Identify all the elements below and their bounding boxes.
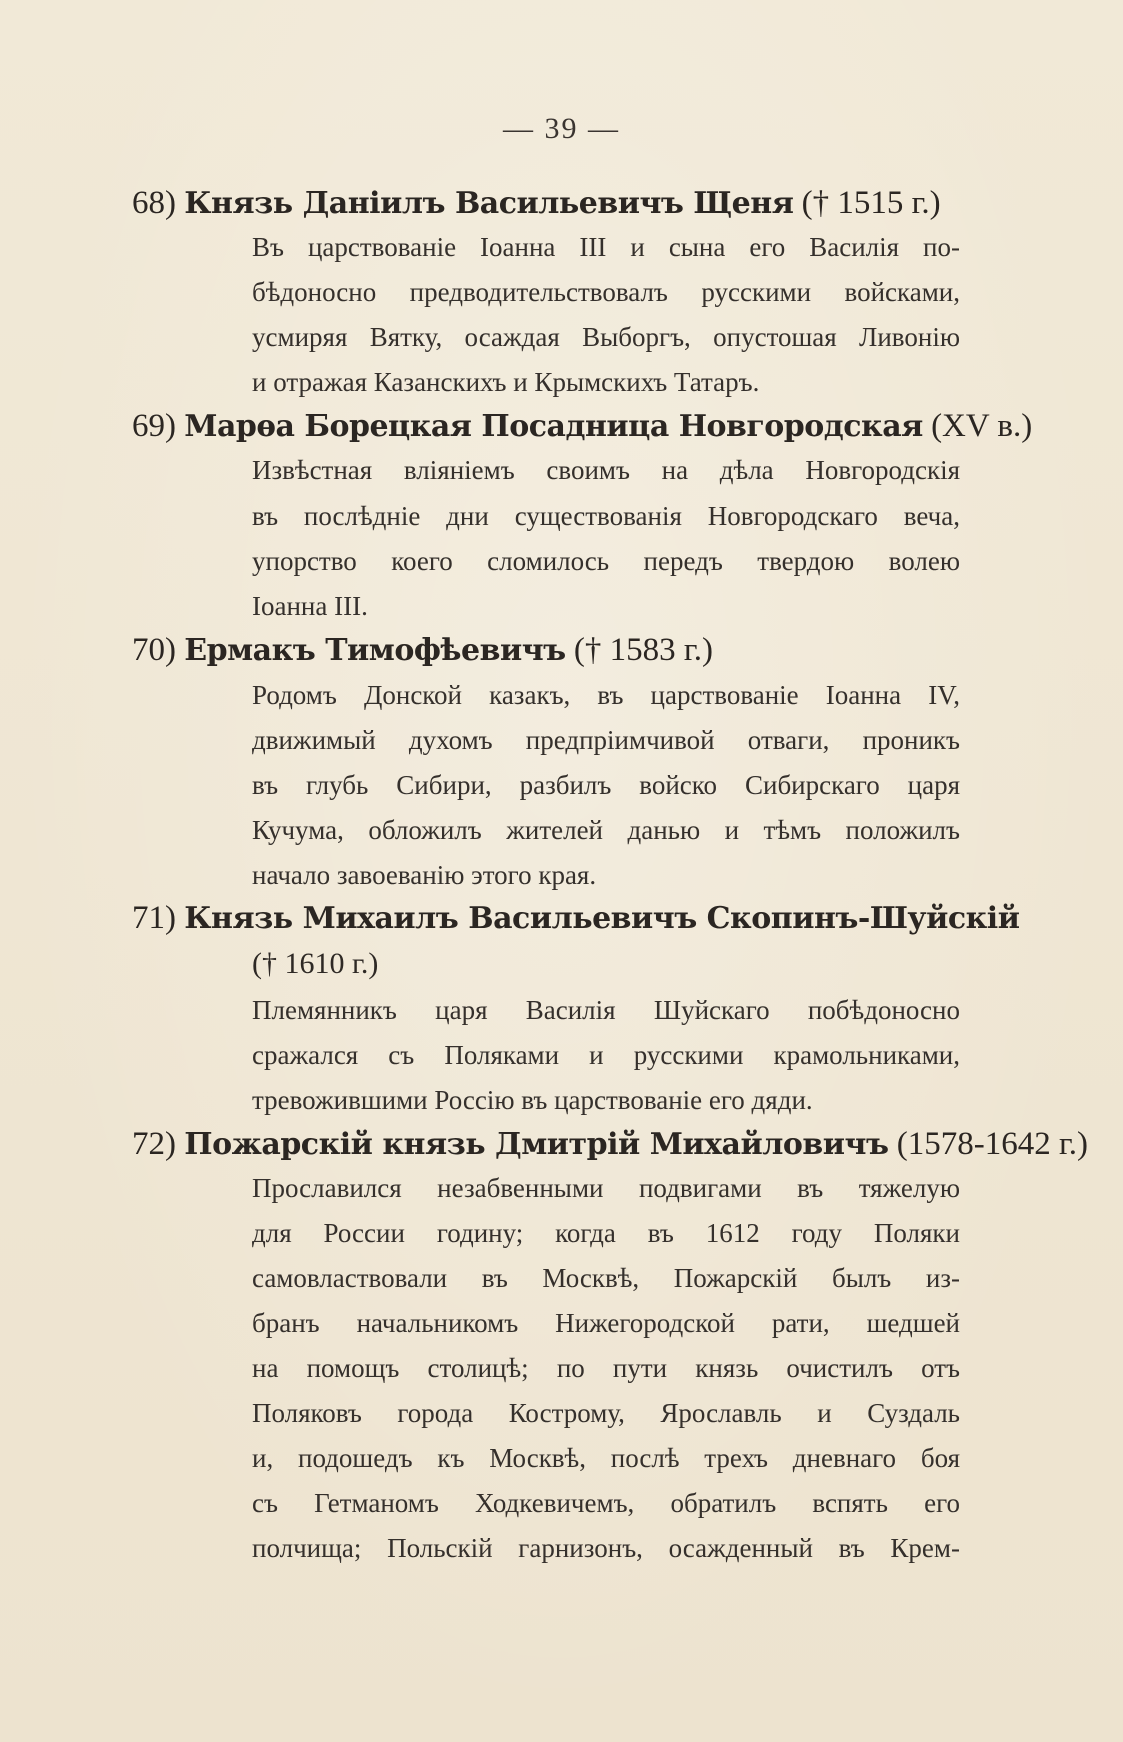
entry-text-line: сражался съ Поляками и русскими крамольниками, (252, 1040, 960, 1070)
entry-heading-68 (132, 183, 941, 224)
entry-number: 72) (132, 1126, 176, 1162)
entry-heading-69 (132, 406, 1032, 447)
entry-name: Марѳа Борецкая Посадница Новгородская (184, 409, 923, 444)
entry-heading-72 (132, 1124, 1088, 1165)
entry-text-line: Племянникъ царя Василія Шуйскаго побѣдоносно (252, 995, 960, 1025)
entry-number: 71) (132, 900, 176, 936)
entry-number: 69) (132, 408, 176, 444)
page-number: — 39 — (503, 112, 620, 145)
entry-text-line: въ послѣдніе дни существованія Новгородскаго веча, (252, 501, 960, 531)
entry-text-line: Извѣстная вліяніемъ своимъ на дѣла Новгородскія (252, 455, 960, 485)
entry-text-line: упорство коего сломилось передъ твердою волею (252, 546, 960, 576)
entry-text-line: и отражая Казанскихъ и Крымскихъ Татаръ. (252, 367, 760, 397)
entry-text-line: съ Гетманомъ Ходкевичемъ, обратилъ вспять его (252, 1488, 960, 1518)
entry-text-line: Кучума, обложилъ жителей данью и тѣмъ положилъ (252, 815, 960, 845)
entry-text-line: Поляковъ города Кострому, Ярославль и Суздаль (252, 1398, 960, 1428)
entry-text-line: въ глубь Сибири, разбилъ войско Сибирскаго царя (252, 770, 960, 800)
entry-date: (XV в.) (931, 408, 1033, 444)
entry-text-line: Въ царствованіе Іоанна III и сына его Василія по- (252, 232, 960, 262)
entry-number: 70) (132, 632, 176, 668)
entry-date: († 1583 г.) (573, 632, 713, 668)
entry-text-line: самовластвовали въ Москвѣ, Пожарскій былъ из- (252, 1263, 960, 1293)
entry-text-line: Прославился незабвенными подвигами въ тяжелую (252, 1173, 960, 1203)
entry-text-line: усмиряя Вятку, осаждая Выборгъ, опустошая Ливонію (252, 322, 960, 352)
entry-text-line: и, подошедъ къ Москвѣ, послѣ трехъ дневнаго боя (252, 1443, 960, 1473)
entry-text-line: бѣдоносно предводительствовалъ русскими войсками, (252, 277, 960, 307)
entry-name: Князь Даніилъ Васильевичъ Щеня (184, 186, 794, 221)
entry-name: Князь Михаилъ Васильевичъ Скопинъ-Шуйскій (184, 901, 1020, 936)
entry-date: (1578-1642 г.) (896, 1126, 1088, 1162)
entry-text-line: для России годину; когда въ 1612 году Поляки (252, 1218, 960, 1248)
entry-date: († 1515 г.) (801, 185, 941, 221)
entry-heading-70 (132, 630, 713, 671)
entry-number: 68) (132, 185, 176, 221)
entry-text-line: тревожившими Россію въ царствованіе его дяди. (252, 1085, 813, 1115)
entry-name: Пожарскій князь Дмитрій Михайловичъ (184, 1127, 889, 1162)
entry-text-line: Родомъ Донской казакъ, въ царствованіе Іоанна IV, (252, 680, 960, 710)
entry-date: († 1610 г.) (252, 947, 379, 980)
entry-text-line: бранъ начальникомъ Нижегородской рати, шедшей (252, 1308, 960, 1338)
entry-text-line: полчища; Польскій гарнизонъ, осажденный въ Крем- (252, 1533, 960, 1563)
entry-text-line: движимый духомъ предпріимчивой отваги, проникъ (252, 725, 960, 755)
entry-heading-71 (132, 898, 1019, 939)
entry-name: Ермакъ Тимофѣевичъ (184, 633, 566, 668)
entry-text-line: начало завоеванію этого края. (252, 860, 597, 890)
entry-text-line: на помощъ столицѣ; по пути князь очистилъ отъ (252, 1353, 960, 1383)
entry-text-line: Іоанна III. (252, 591, 368, 621)
